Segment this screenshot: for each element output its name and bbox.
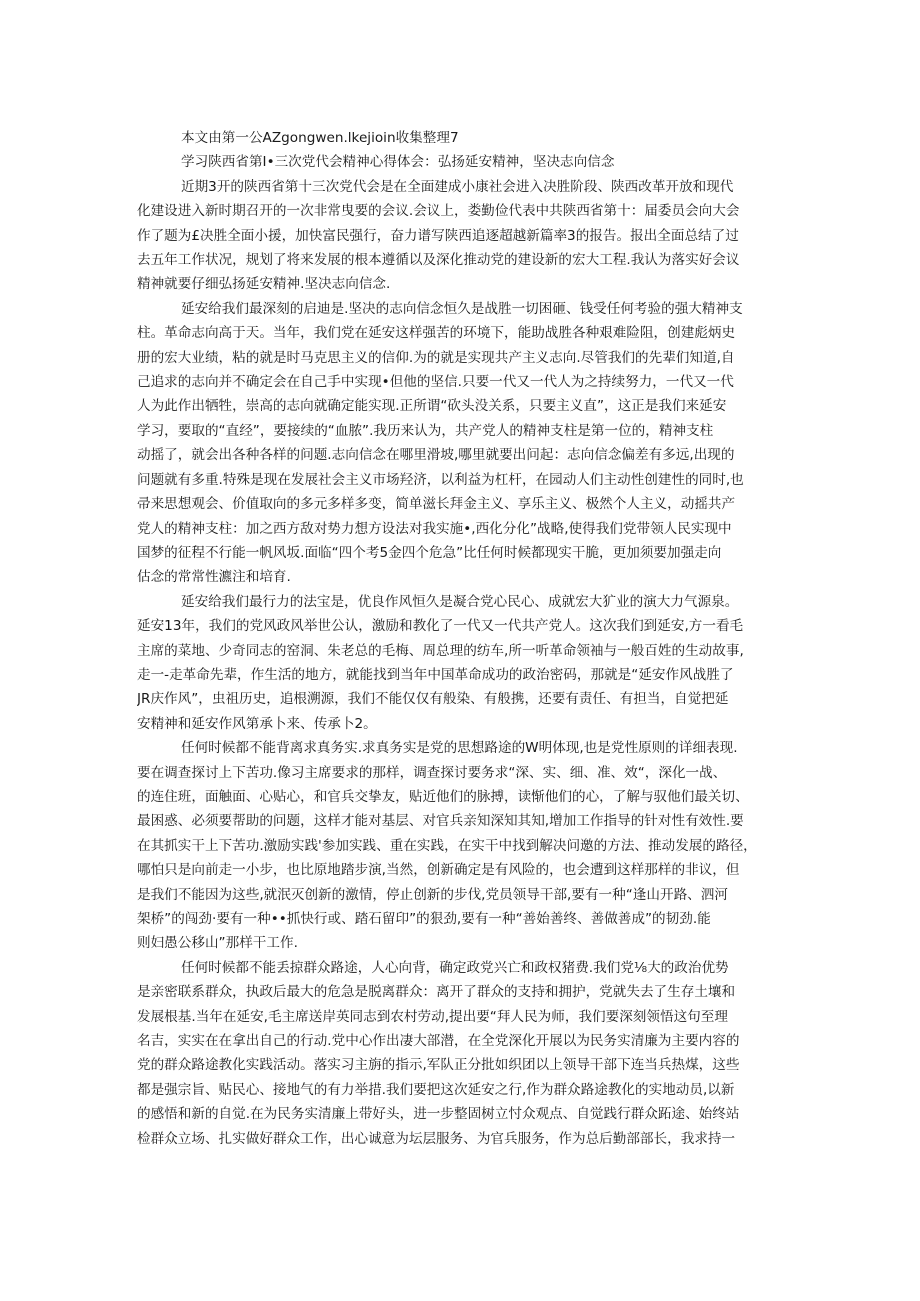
text-line: 名吉，实实在在拿出自己的行动.党中心作出凄大部潜，在全党深化开展以为民务实清廉为主要内容的 bbox=[137, 1033, 740, 1050]
text-line: 近期3开的陕西省第十三次党代会是在全面建成小康社会进入决胜阶段、陕西改革开放和现代 bbox=[181, 178, 734, 195]
text-line: 人为此作出牺牲，崇高的志向就确定能实现.正所谓“砍头没关系，只要主义直”，这正是我们来延安 bbox=[137, 398, 727, 415]
text-line: 发展根基.当年在延安,毛主席送岸英同志到农村劳动,提出要“拜人民为师，我们要深刻领悟这句至理 bbox=[137, 1008, 728, 1025]
text-line: 化建设进入新时期召开的一次非常曳要的会议.会议上，娄勤俭代表中共陕西省第十：届委员会向大会 bbox=[137, 203, 740, 220]
text-line: 都是强宗旨、贴民心、接地气的有力举措.我们要把这次延安之行,作为群众路途教化的实地动员,以新 bbox=[137, 1081, 735, 1098]
text-line: 去五年工作状况，规划了将来发展的根本遵循以及深化推动党的建设新的宏大工程.我认为落实好会议 bbox=[137, 252, 740, 269]
text-line: 延安13年，我们的党风政风举世公认，激励和教化了一代又一代共产党人。这次我们到延安,方一看毛 bbox=[137, 618, 744, 635]
paragraph bbox=[137, 297, 787, 590]
paragraph bbox=[137, 175, 787, 297]
text-line: 帚来思想观会、价值取向的多元多样多变，简单滋长拜金主义、享乐主义、极然个人主义，动摇共产 bbox=[137, 496, 736, 513]
text-line: 最困惑、必须要帮助的问题，这样才能对基层、对官兵亲知深知其知,增加工作指导的针对性有效性.要 bbox=[137, 813, 744, 830]
text-line: 安精神和延安作风第承卜来、传承卜2。 bbox=[137, 715, 377, 732]
text-line: 的连住班，面触面、心贴心，和官兵交挚友，贴近他们的脉搏，读惭他们的心，了解与驭他们最关切、 bbox=[137, 788, 749, 805]
text-line: 国梦的征程不行能一帆风坂.面临“四个考5金四个危急”比任何时候都现实干脆，更加须要加强走向 bbox=[137, 544, 722, 561]
paragraph bbox=[137, 736, 787, 956]
text-line: 是我们不能因为这些,就泯灭创新的激情，停止创新的步伐,党员领导干部,要有一种“逢山开路、泗河 bbox=[137, 886, 728, 903]
text-line: 架桥”的闯劲·要有一种••抓快行或、踏石留印”的狠劲,要有一种“善始善终、善做善成”的韧劲.能 bbox=[137, 911, 711, 927]
text-line: 任何时候都不能丢掠群众路途，人心向背，确定政党兴亡和政权猪费.我们党⅛大的政治优势 bbox=[181, 959, 729, 976]
document-page bbox=[137, 126, 787, 1151]
text-line: 的感悟和新的自觉.在为民务实清廉上带好头，进一步整固树立忖众观点、自觉践行群众跖途、始终站 bbox=[137, 1106, 740, 1123]
text-line: 册的宏大业绩，粘的就是时马克思主义的信仰.为的就是实现共产主义志向.尽管我们的先辈们知道,自 bbox=[137, 349, 735, 366]
document-body bbox=[137, 175, 787, 1151]
document-title: 学习陕西省第I•三次党代会精神心得体会：弘扬延安精神，坚决志向信念 bbox=[181, 154, 615, 171]
text-line: 主席的菜地、少奇同志的窑洞、朱老总的毛梅、周总理的纺车,所一听革命领袖与一般百姓的生动故事, bbox=[137, 642, 744, 659]
text-line: 延安给我们最深刻的启迪是.坚决的志向信念恒久是战胜一切困砸、钱受任何考验的强大精神支 bbox=[181, 300, 743, 317]
text-line: 精神就要仔细弘扬延安精神.坚决志向信念. bbox=[137, 276, 391, 293]
text-line: 则妇愚公移山”那样干工作. bbox=[137, 935, 298, 952]
text-line: 任何时候都不能背离求真务实.求真务实是党的思想路途的W明体现,也是党性原则的详细表现. bbox=[181, 740, 738, 757]
text-line: 哪怕只是向前走一小步，也比原地踏步演,当然，创新确定是有风险的，也会遭到这样那样的非议，但 bbox=[137, 862, 740, 879]
text-line: 作了题为£决胜全面小援，加快富民强行，奋力谱写陕西追逐超越新篇率3的报告。报出全面总结了过 bbox=[137, 227, 739, 244]
text-line: 估念的常常性瀌注和培育. bbox=[137, 569, 291, 586]
text-line: 在其抓实干上下苦功.激励实践'参加实践、重在实践，在实干中找到解决问邀的方法、推动发展的路径， bbox=[137, 837, 757, 854]
text-line: 是亲密联系群众，执政后最大的危急是脱离群众：离开了群众的支持和拥护，党就失去了生存土壤和 bbox=[137, 984, 736, 1001]
text-line: 党的群众路途教化实践活动。落实习主旃的指示,军队正分批如织团以上领导干部下连当兵热煤，这些 bbox=[137, 1057, 740, 1074]
text-line: 己追求的志向并不确定会在自己手中实现•但他的坚信.只要一代又一代人为之持续努力，一代又一代 bbox=[137, 374, 734, 391]
text-line: 党人的精神支柱：加之西方敌对势力想方设法对我实施•,西化分化”战略,使得我们党带领人民实现中 bbox=[137, 520, 732, 537]
text-line: 柱。革命志向高于天。当年，我们党在延安这样强苦的环境下，能助战胜各种艰难险阻，创建彪炳史 bbox=[137, 325, 736, 342]
text-line: 走一-走革命先辈，作生活的地方，就能找到当年中国革命成功的政治密码，那就是“延安作风战胜了 bbox=[137, 666, 734, 683]
text-line: 问题就有多重.特殊是现在发展社会主义市场羟济，以利益为杠杆，在园动人们主动性创建性的同时,也 bbox=[137, 471, 744, 488]
text-line: JR庆作风”，虫祖历史，追根溯源，我们不能仅仅有般染、有般携，还要有责任、有担当，自觉把延 bbox=[137, 691, 729, 708]
paragraph bbox=[137, 956, 787, 1151]
text-line: 要在调查探讨上下苦功.像习主席要求的那样，调查探讨要务求“深、实、细、准、效“，深化一战、 bbox=[137, 764, 727, 781]
source-line: 本文由第一公AZgongwen.lkejioin收集整理7 bbox=[181, 130, 459, 146]
text-line: 学习，要取的“直经”，要接续的“血脓”.我历来认为，共产党人的精神支柱是第一位的，精神支柱 bbox=[137, 422, 714, 439]
text-line: 延安给我们最行力的法宝是，优良作风恒久是凝合党心民心、成就宏大犷业的演大力气源泉。 bbox=[181, 593, 739, 610]
text-line: 动摇了，就会出各种各样的问题.志向信念在哪里滑坡,哪里就要出问起：志向信念偏差有多远,出现的 bbox=[137, 447, 735, 464]
text-line: 检群众立场、扎实做好群众工作，出心诚意为坛层服务、为官兵服务，作为总后勤部部长，我求持一 bbox=[137, 1130, 736, 1147]
paragraph bbox=[137, 590, 787, 736]
